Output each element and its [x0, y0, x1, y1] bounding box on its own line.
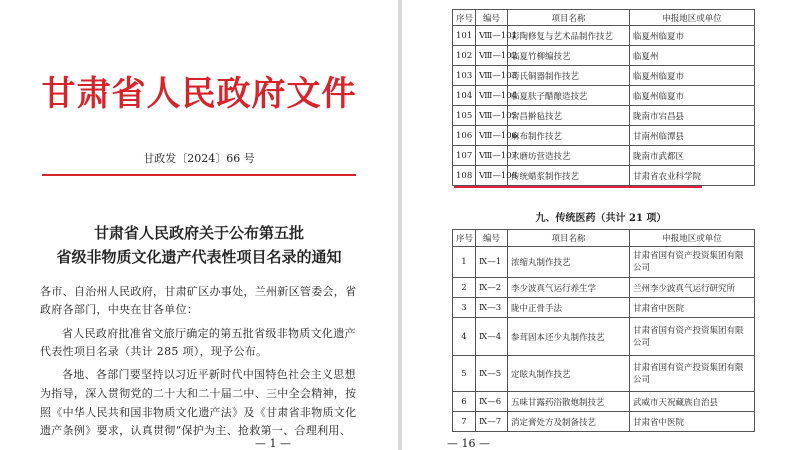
row-code: Ⅸ—1	[476, 247, 508, 278]
row-project-name: 定眩丸制作技艺	[508, 356, 630, 392]
column-header: 申报地区或单位	[630, 10, 755, 26]
table-row	[453, 278, 755, 298]
row-number: 2	[453, 278, 476, 298]
row-code: Ⅷ—102	[476, 46, 508, 66]
row-code: Ⅷ—104	[476, 86, 508, 106]
column-header: 序号	[453, 230, 476, 247]
table-header-row	[453, 230, 755, 247]
table-header-row	[453, 10, 755, 26]
row-project-name: 麻布制作技艺	[508, 126, 630, 146]
left-page-number: — 1 —	[255, 437, 291, 450]
table-row	[453, 146, 755, 166]
row-unit: 甘肃省国有资产投资集团有限公司	[630, 318, 755, 356]
table-row	[453, 86, 755, 106]
row-number: 108	[453, 166, 476, 186]
section-title: 九、传统医药（共计 21 项）	[535, 213, 667, 224]
row-number: 101	[453, 26, 476, 46]
row-code: Ⅸ—3	[476, 298, 508, 318]
body-line: 省人民政府批准省文旅厅确定的第五批省级非物质文化遗产	[62, 327, 356, 340]
column-header: 项目名称	[508, 10, 630, 26]
row-unit: 甘肃省农业科学院	[630, 166, 755, 186]
table-row	[453, 318, 755, 356]
body-line: 遗产条例》要求，认真贯彻“保护为主、抢救第一、合理利用、	[40, 424, 352, 437]
row-unit: 陇南市宕昌县	[630, 106, 755, 126]
row-project-name: 参茸固本还少丸制作技艺	[508, 318, 630, 356]
document-header-title: 甘肃省人民政府文件	[41, 74, 357, 114]
row-unit: 临夏州临夏市	[630, 66, 755, 86]
column-header: 编号	[476, 230, 508, 247]
row-number: 106	[453, 126, 476, 146]
row-number: 1	[453, 247, 476, 278]
table-row	[453, 166, 755, 186]
table-row	[453, 392, 755, 412]
row-code: Ⅷ—103	[476, 66, 508, 86]
body-line: 各市、自治州人民政府，甘肃矿区办事处，兰州新区管委会，省	[40, 285, 357, 298]
row-unit: 兰州李少波真气运行研究所	[630, 278, 755, 298]
table-row	[453, 46, 755, 66]
row-number: 3	[453, 298, 476, 318]
table-row	[453, 247, 755, 278]
notice-title-line-1: 甘肃省人民政府关于公布第五批	[93, 224, 304, 242]
row-number: 105	[453, 106, 476, 126]
notice-title-line-2: 省级非物质文化遗产代表性项目名录的通知	[56, 248, 342, 266]
row-project-name: 苟氏铜器制作技艺	[508, 66, 630, 86]
table-row	[453, 26, 755, 46]
row-unit: 陇南市武都区	[630, 146, 755, 166]
row-project-name: 水磨坊营造技艺	[508, 146, 630, 166]
row-project-name: 临夏竹柳编技艺	[508, 46, 630, 66]
table-row	[453, 356, 755, 392]
table-row	[453, 66, 755, 86]
row-unit: 武威市天祝藏族自治县	[630, 392, 755, 412]
row-code: Ⅷ—106	[476, 126, 508, 146]
row-code: Ⅷ—101	[476, 26, 508, 46]
row-unit: 临夏州	[630, 46, 755, 66]
body-line: 政府各部门，中央在甘各单位：	[40, 303, 199, 316]
row-unit: 临夏州临夏市	[630, 26, 755, 46]
row-code: Ⅸ—7	[476, 412, 508, 432]
row-unit: 甘肃省国有资产投资集团有限公司	[630, 356, 755, 392]
row-project-name: 彩陶修复与艺术品制作技艺	[508, 26, 630, 46]
right-document-page	[402, 0, 800, 450]
left-document-page	[0, 0, 398, 450]
red-separator-line	[42, 174, 356, 176]
row-number: 4	[453, 318, 476, 356]
body-line: 各地、各部门要坚持以习近平新时代中国特色社会主义思想	[62, 368, 356, 381]
document-number: 甘政发〔2024〕66 号	[143, 152, 255, 165]
crafts-table	[452, 9, 755, 186]
row-code: Ⅸ—6	[476, 392, 508, 412]
table-row	[453, 126, 755, 146]
row-project-name: 宕昌擀毡技艺	[508, 106, 630, 126]
row-number: 6	[453, 392, 476, 412]
row-number: 104	[453, 86, 476, 106]
medicine-table	[452, 229, 755, 432]
row-number: 103	[453, 66, 476, 86]
body-line: 代表性项目名录（共计 285 项），现予公布。	[40, 345, 268, 358]
row-project-name: 五味甘露药浴散炮制技艺	[508, 392, 630, 412]
row-unit: 临夏州临夏市	[630, 86, 755, 106]
red-underline-annotation	[454, 186, 702, 188]
row-number: 7	[453, 412, 476, 432]
row-code: Ⅷ—108	[476, 166, 508, 186]
body-line: 为指导，深入贯彻党的二十大和二十届二中、三中全会精神，按	[40, 387, 357, 400]
column-header: 编号	[476, 10, 508, 26]
table-row	[453, 298, 755, 318]
body-line: 照《中华人民共和国非物质文化遗产法》及《甘肃省非物质文化	[40, 406, 357, 419]
row-number: 102	[453, 46, 476, 66]
row-unit: 甘肃省中医院	[630, 298, 755, 318]
row-number: 107	[453, 146, 476, 166]
row-code: Ⅸ—2	[476, 278, 508, 298]
column-header: 项目名称	[508, 230, 630, 247]
row-project-name: 李少波真气运行养生学	[508, 278, 630, 298]
column-header: 申报地区或单位	[630, 230, 755, 247]
right-page-number: — 16 —	[447, 437, 490, 450]
row-unit: 甘南州临潭县	[630, 126, 755, 146]
row-number: 5	[453, 356, 476, 392]
row-project-name: 传统蜡浆制作技艺	[508, 166, 630, 186]
table-row	[453, 106, 755, 126]
row-code: Ⅷ—105	[476, 106, 508, 126]
table-row	[453, 412, 755, 432]
column-header: 序号	[453, 10, 476, 26]
row-project-name: 临夏肤子醋酿造技艺	[508, 86, 630, 106]
row-project-name: 消定膏处方及制备技艺	[508, 412, 630, 432]
row-code: Ⅷ—107	[476, 146, 508, 166]
row-code: Ⅸ—5	[476, 356, 508, 392]
row-project-name: 陇中正骨手法	[508, 298, 630, 318]
row-project-name: 浓缩丸制作技艺	[508, 247, 630, 278]
row-unit: 甘肃省国有资产投资集团有限公司	[630, 247, 755, 278]
row-code: Ⅸ—4	[476, 318, 508, 356]
row-unit: 甘肃省中医院	[630, 412, 755, 432]
